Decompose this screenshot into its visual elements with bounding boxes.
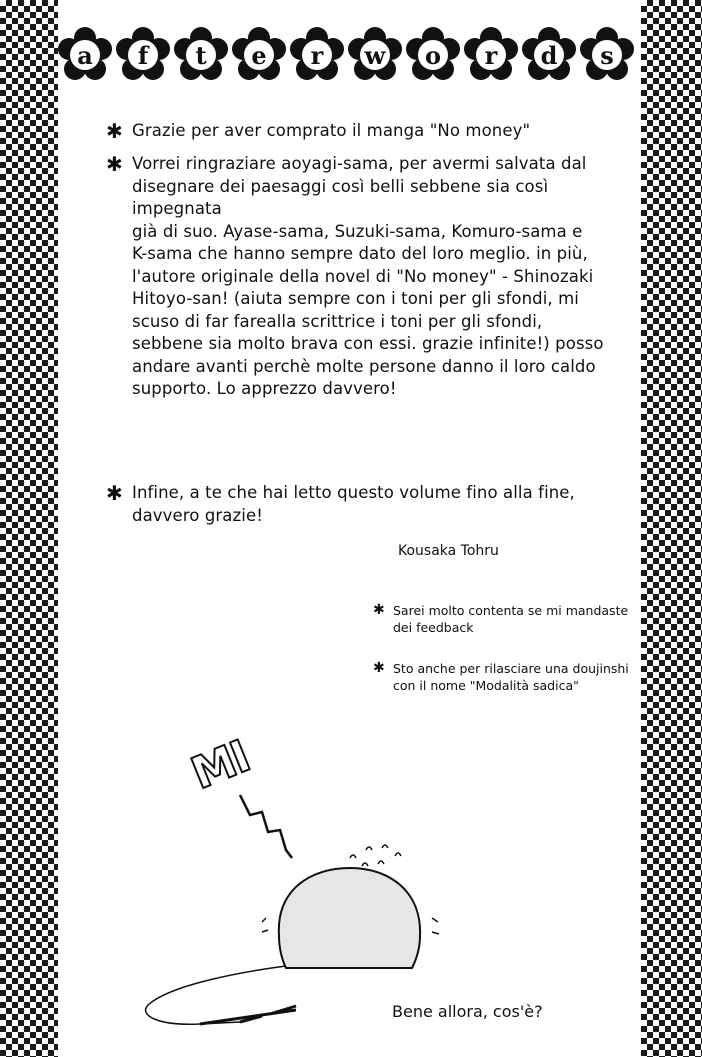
squiggle-line — [240, 795, 292, 858]
caption-text: Bene allora, cos'è? — [392, 1002, 543, 1021]
title-letter: f — [137, 40, 149, 70]
twig-shape — [200, 1006, 296, 1024]
star-bullet-icon: ✱ — [373, 660, 385, 676]
paragraph-text: Grazie per aver comprato il manga "No money" — [132, 121, 531, 140]
title-letter: e — [251, 40, 267, 70]
title-letter: r — [310, 40, 324, 70]
note-text: Sto anche per rilasciare una doujinshi con il nome "Modalità sadica" — [393, 661, 629, 693]
star-bullet-icon: ✱ — [106, 481, 123, 505]
paragraph-text: Vorrei ringraziare aoyagi-sama, per avermi salvata dal disegnare dei paesaggi così belli sebbene sia così impegnata già di suo. Ayase-sama, Suzuki-sama, Komuro-sama e K-sama che hanno sempre dato del loro meglio. in più, l'autore originale della novel di "No money" - Shinozaki Hitoyo-san! (aiuta sempre con i toni per gli sfondi, mi scuso di far farealla scrittrice i toni per gli sfondi, sebbene sia molto brava con essi. grazie infinite!) posso andare avanti perchè molte persone danno il loro caldo supporto. Lo apprezzo davvero! — [132, 154, 604, 398]
title-letter: w — [364, 40, 386, 70]
rice-ball-shape — [279, 868, 420, 968]
star-bullet-icon: ✱ — [106, 152, 123, 176]
star-bullet-icon: ✱ — [106, 119, 123, 143]
note-text: Sarei molto contenta se mi mandaste dei feedback — [393, 603, 629, 635]
title-letter: o — [424, 40, 441, 70]
author-signature: Kousaka Tohru — [398, 543, 499, 559]
title-letter: d — [540, 40, 558, 70]
paragraph-text: Infine, a te che hai letto questo volume fino alla fine, davvero grazie! — [132, 483, 575, 525]
title-letter: t — [195, 40, 207, 70]
sound-effect-text: MI — [184, 731, 256, 800]
title-letter: s — [600, 40, 614, 70]
title-letter: a — [77, 40, 93, 70]
star-bullet-icon: ✱ — [373, 602, 385, 618]
title-letter: r — [484, 40, 498, 70]
steam-marks — [350, 845, 401, 866]
